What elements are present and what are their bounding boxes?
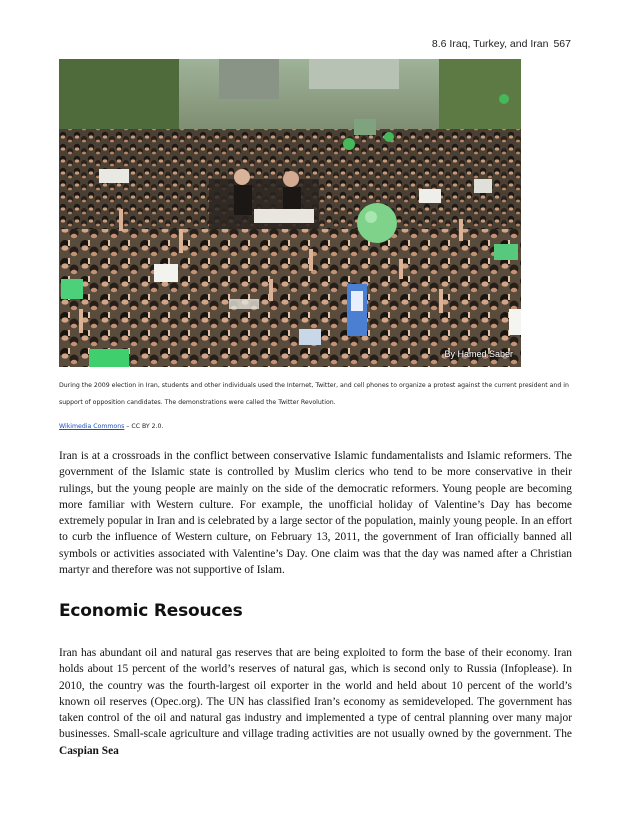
figure-caption: During the 2009 election in Iran, students and other individuals used the Internet, Twitter, and cell phones to organize a protest against the current president and in support of opposition candidates. The demonstrations were called the Twitter Revolution. [59, 382, 569, 406]
photo-credit: By Hamed Saber [444, 349, 513, 359]
protest-photo [59, 59, 521, 367]
figure-attribution [59, 421, 574, 433]
page-header [432, 38, 571, 50]
crowd-illustration [59, 59, 521, 367]
running-title: 8.6 Iraq, Turkey, and Iran [431, 38, 549, 50]
license-text: – CC BY 2.0. [124, 423, 164, 430]
paragraph-text: Iran has abundant oil and natural gas reserves that are being exploited to form the base of their economy. Iran holds about 15 percent of the world’s reserves of natural gas, which is second only to Russia (Infoplease). In 2010, the country was the fourth-largest oil exporter in the world and held about 10 percent of the world’s known oil reserves (Opec.org). The UN has classified Iran’s economy as semideveloped. The government has taken control of the oil and natural gas industry and implemented a type of central planning over many major businesses. Small-scale agriculture and village trading activities are not usually owned by the government. The [59, 647, 572, 741]
body-paragraph [59, 645, 572, 759]
key-term: Caspian Sea [59, 744, 119, 757]
page-number: 567 [553, 38, 571, 50]
section-heading: Economic Resouces [59, 601, 243, 621]
wikimedia-commons-link[interactable]: Wikimedia Commons [59, 423, 125, 430]
body-paragraph: Iran is at a crossroads in the conflict between conservative Islamic fundamentalists and Islamic reformers. The government of the Islamic state is controlled by Muslim clerics who tend to be more conservative in their rulings, but the young people are mainly on the side of the democratic reformers. Young people are becoming more familiar with Western culture. For example, the unofficial holiday of Valentine’s Day has become extremely popular in Iran and is celebrated by a large sector of the population, mainly young people. In an effort to curb the influence of Western culture, on February 13, 2011, the government of Iran officially banned all symbols or activities associated with Valentine’s Day. One claim was that the day was named after a Christian martyr and therefore was not supportive of Islam. [59, 450, 572, 577]
